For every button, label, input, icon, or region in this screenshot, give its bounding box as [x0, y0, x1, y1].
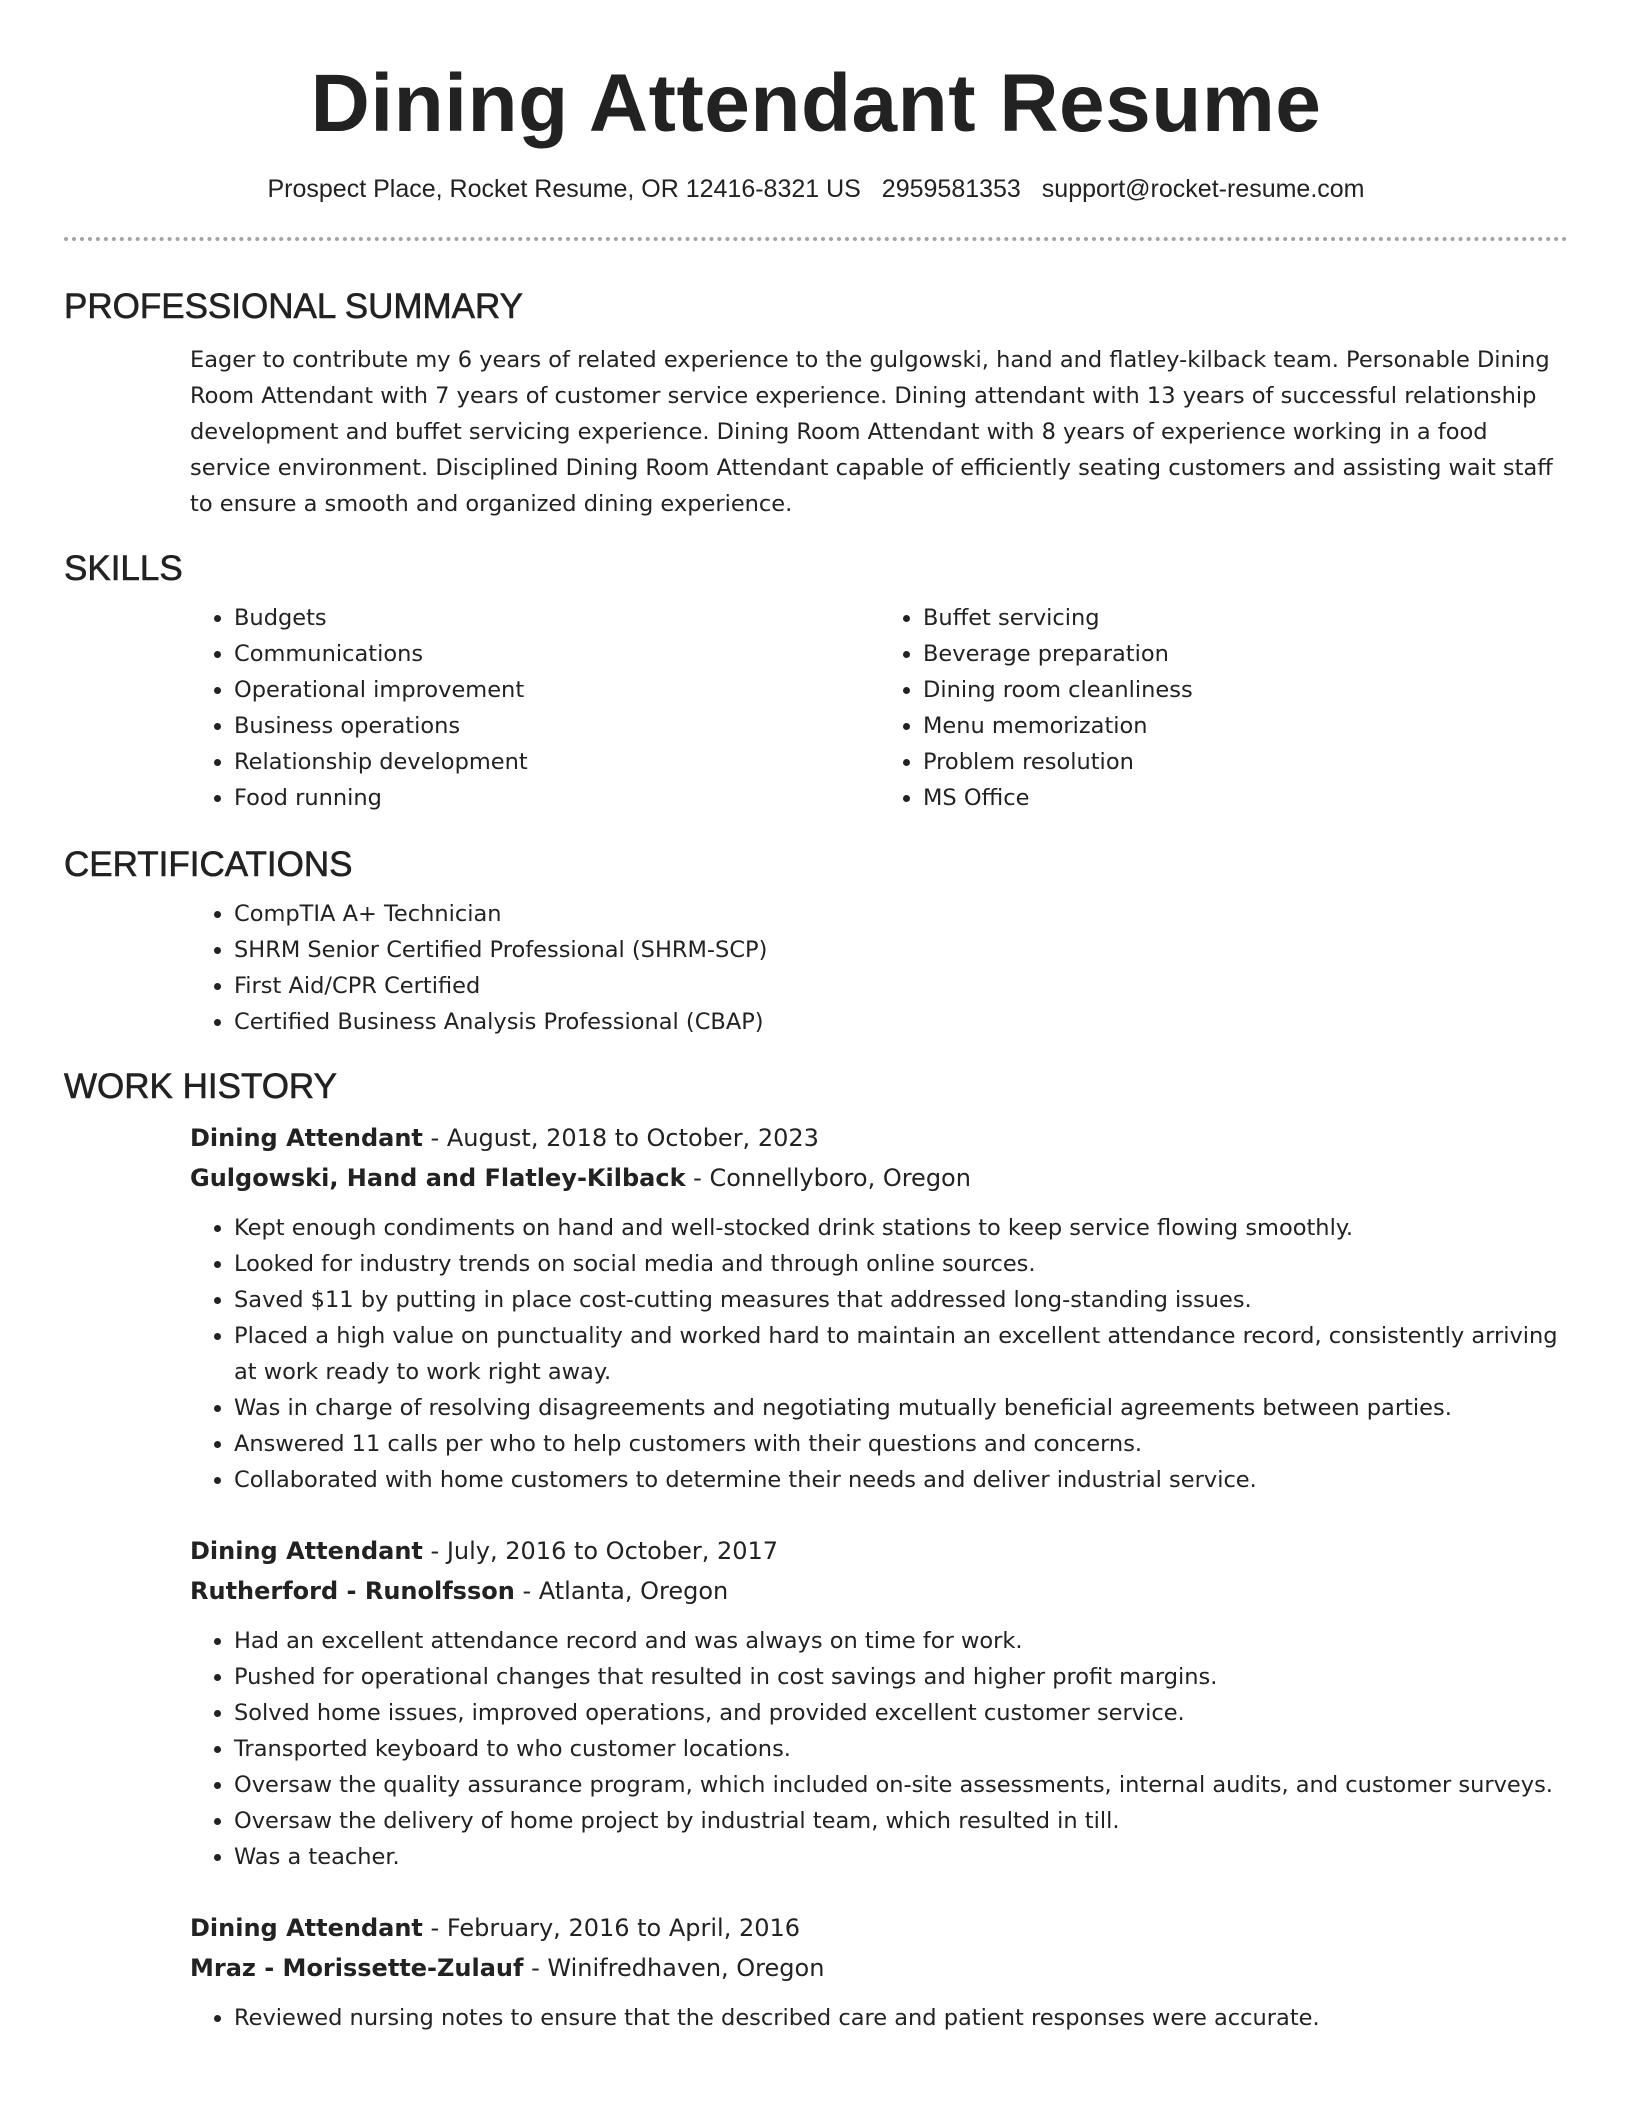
summary-heading: PROFESSIONAL SUMMARY: [64, 287, 523, 326]
skill-item: • Menu memorization: [923, 708, 1568, 744]
work-history-section: [64, 1066, 1568, 2036]
job-duty: • Saved $11 by putting in place cost-cutting measures that addressed long-standing issues.: [234, 1282, 1568, 1318]
job-entry: [190, 1531, 1568, 1875]
job-duty: • Kept enough condiments on hand and well-stocked drink stations to keep service flowing smoothly.: [234, 1210, 1568, 1246]
skill-item: • Buffet servicing: [923, 600, 1568, 636]
job-location: - Winifredhaven, Oregon: [531, 1954, 825, 1982]
job-entry: [190, 1118, 1568, 1498]
job-title: Dining Attendant: [190, 1124, 423, 1152]
job-title: Dining Attendant: [190, 1537, 423, 1565]
job-dates: - February, 2016 to April, 2016: [430, 1914, 801, 1942]
job-duty: • Was a teacher.: [234, 1839, 1568, 1875]
job-duty: • Solved home issues, improved operations, and provided excellent customer service.: [234, 1695, 1568, 1731]
job-entry: [190, 1908, 1568, 2036]
job-company-line: [190, 1158, 1568, 1198]
certification-item: • Certified Business Analysis Professional (CBAP): [234, 1004, 1568, 1040]
job-company-line: [190, 1948, 1568, 1988]
skill-item: • Food running: [234, 780, 879, 816]
job-duty: • Answered 11 calls per who to help customers with their questions and concerns.: [234, 1426, 1568, 1462]
certification-item: • SHRM Senior Certified Professional (SHRM-SCP): [234, 932, 1568, 968]
certifications-list: [190, 896, 1568, 1040]
contact-address: Prospect Place, Rocket Resume, OR 12416-8321 US: [267, 175, 861, 203]
skills-list-right: [879, 600, 1568, 816]
skill-item: • MS Office: [923, 780, 1568, 816]
job-duty: • Pushed for operational changes that resulted in cost savings and higher profit margins.: [234, 1659, 1568, 1695]
contact-phone: 2959581353: [881, 175, 1021, 203]
contact-line: [64, 172, 1568, 206]
job-title: Dining Attendant: [190, 1914, 423, 1942]
skills-heading: SKILLS: [64, 549, 183, 588]
job-duty: • Was in charge of resolving disagreements and negotiating mutually beneficial agreements between parties.: [234, 1390, 1568, 1426]
job-location: - Atlanta, Oregon: [522, 1577, 729, 1605]
skill-item: • Business operations: [234, 708, 879, 744]
job-duty: • Oversaw the delivery of home project by industrial team, which resulted in till.: [234, 1803, 1568, 1839]
job-dates: - August, 2018 to October, 2023: [430, 1124, 819, 1152]
job-company: Rutherford - Runolfsson: [190, 1577, 515, 1605]
certification-item: • CompTIA A+ Technician: [234, 896, 1568, 932]
skill-item: • Beverage preparation: [923, 636, 1568, 672]
skills-list-left: [190, 600, 879, 816]
job-duty: • Reviewed nursing notes to ensure that the described care and patient responses were accurate.: [234, 2000, 1568, 2036]
skill-item: • Relationship development: [234, 744, 879, 780]
skill-item: • Dining room cleanliness: [923, 672, 1568, 708]
skill-item: • Problem resolution: [923, 744, 1568, 780]
skill-item: • Operational improvement: [234, 672, 879, 708]
job-dates: - July, 2016 to October, 2017: [430, 1537, 779, 1565]
certifications-heading: CERTIFICATIONS: [64, 845, 353, 884]
job-duty: • Placed a high value on punctuality and worked hard to maintain an excellent attendance record, consistently arriving at work ready to work right away.: [234, 1318, 1568, 1390]
job-duty: • Had an excellent attendance record and was always on time for work.: [234, 1623, 1568, 1659]
job-title-line: [190, 1531, 1568, 1571]
header-divider: [64, 237, 1568, 241]
job-duty: • Oversaw the quality assurance program, which included on-site assessments, internal audits, and customer surveys.: [234, 1767, 1568, 1803]
skills-section: [64, 548, 1568, 816]
summary-text: Eager to contribute my 6 years of related experience to the gulgowski, hand and flatley-kilback team. Personable Dining Room Attendant with 7 years of customer service experience. Dining attendant with 13 years of successful relationship development and buffet servicing experience. Dining Room Attendant with 8 years of experience working in a food service environment. Disciplined Dining Room Attendant capable of efficiently seating customers and assisting wait staff to ensure a smooth and organized dining experience.: [190, 347, 1553, 517]
job-duties: [190, 1210, 1568, 1498]
job-title-line: [190, 1118, 1568, 1158]
skill-item: • Budgets: [234, 600, 879, 636]
job-company: Mraz - Morissette-Zulauf: [190, 1954, 524, 1982]
job-company: Gulgowski, Hand and Flatley-Kilback: [190, 1164, 686, 1192]
job-location: - Connellyboro, Oregon: [693, 1164, 971, 1192]
certification-item: • First Aid/CPR Certified: [234, 968, 1568, 1004]
resume-title: Dining Attendant Resume: [310, 58, 1322, 149]
certifications-section: [64, 844, 1568, 1040]
summary-section: [64, 286, 1568, 522]
job-duty: • Looked for industry trends on social media and through online sources.: [234, 1246, 1568, 1282]
skill-item: • Communications: [234, 636, 879, 672]
job-duty: • Collaborated with home customers to determine their needs and deliver industrial service.: [234, 1462, 1568, 1498]
job-title-line: [190, 1908, 1568, 1948]
contact-email: support@rocket-resume.com: [1041, 175, 1365, 203]
job-duties: [190, 2000, 1568, 2036]
job-duties: [190, 1623, 1568, 1875]
job-company-line: [190, 1571, 1568, 1611]
work-history-heading: WORK HISTORY: [64, 1067, 337, 1106]
skills-columns: [190, 600, 1568, 816]
job-duty: • Transported keyboard to who customer locations.: [234, 1731, 1568, 1767]
certifications-body: [190, 896, 1568, 1040]
